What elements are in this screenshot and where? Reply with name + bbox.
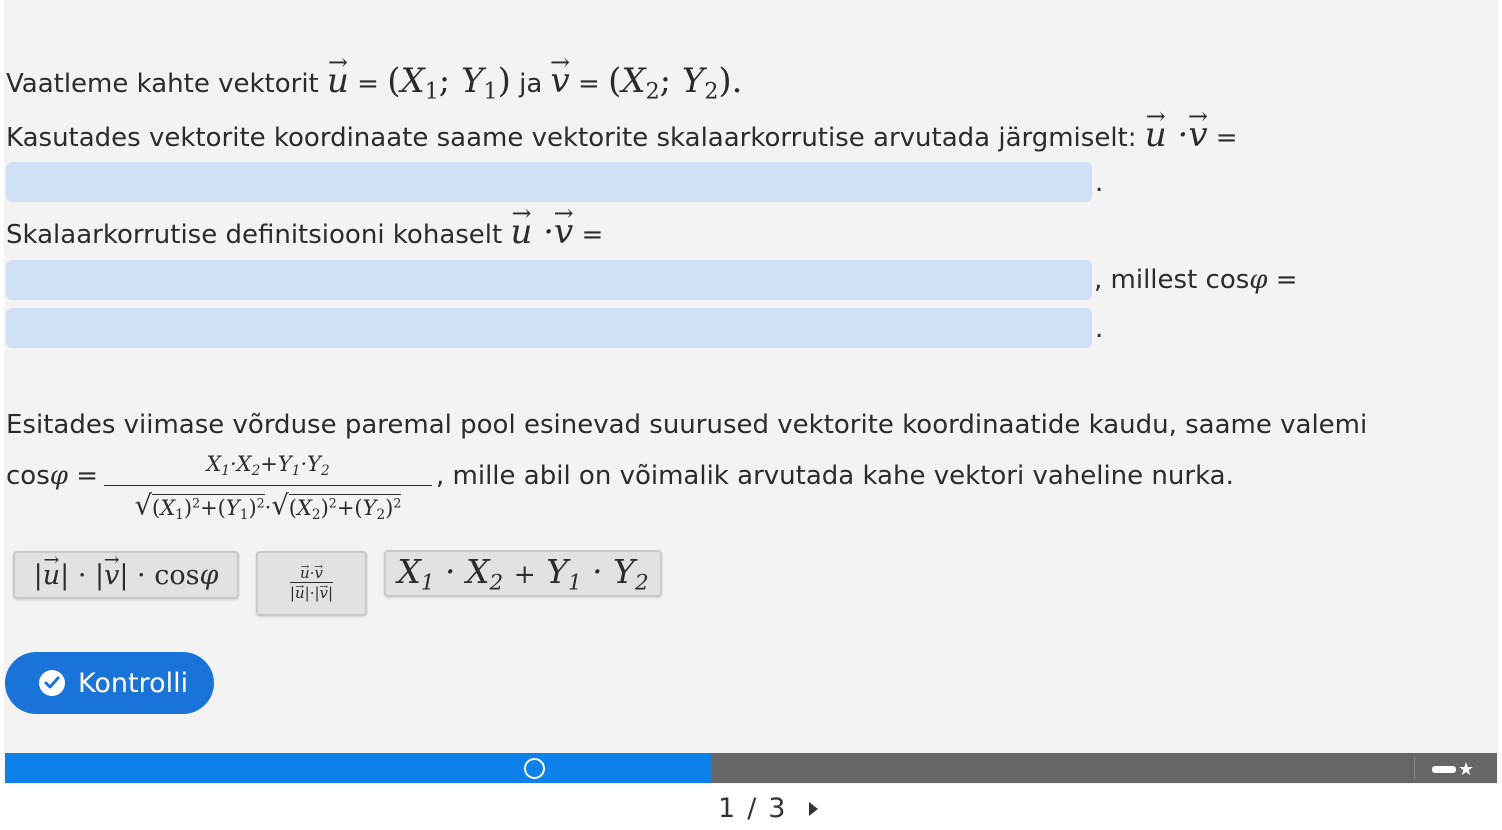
progress-fill — [5, 753, 711, 783]
formula-tail: , mille abil on võimalik arvutada kahe vektori vaheline nurka. — [436, 461, 1234, 491]
star-icon: ★ — [1432, 759, 1474, 780]
chip-coord-product[interactable]: $X_1 \cdot X_2 + Y_1 \cdot Y_2$ — [384, 550, 662, 597]
definition-line: Skalaarkorrutise definitsiooni kohaselt → u ·→ v = — [6, 215, 603, 249]
next-page-icon[interactable] — [809, 802, 818, 816]
chip-abs-product-cos[interactable]: |→ u| · |→ v| · cosφ — [13, 551, 239, 599]
check-button[interactable]: Kontrolli — [5, 652, 214, 714]
drop-zone-cos[interactable] — [6, 308, 1092, 348]
progress-bar — [5, 753, 1497, 783]
pager: 1 / 3 — [718, 793, 818, 824]
drop-zone-coordinate-product[interactable] — [6, 162, 1092, 202]
progress-marker-icon[interactable] — [524, 758, 545, 779]
intro-line: Vaatleme kahte vektorit → $u = (X_1$; $Y_1$) ja → $v = (X_2$; $Y_2$). — [6, 64, 742, 103]
coordinate-line: Kasutades vektorite koordinaate saame vektorite skalaarkorrutise arvutada järgmiselt: → u ·→ v = — [6, 118, 1238, 152]
drop-zone-definition[interactable] — [6, 260, 1092, 300]
explanation-text: Esitades viimase võrduse paremal pool esinevad suurused vektorite koordinaatide kaudu, saame valemi — [6, 410, 1368, 440]
millest-text: , millest cosφ = — [1094, 265, 1298, 295]
cos-formula: $\frac{X_1\cdot X_2+Y_1\cdot Y_2}{√(X_1)^2+(Y_1)^2\cdot√(X_2)^2+(Y_2)^2}$ — [104, 450, 432, 530]
check-circle-icon — [39, 670, 65, 696]
chip-fraction[interactable]: → $\frac{u\cdot\to v}{|\to u|\cdot|\to v|}$ — [256, 551, 367, 616]
cos-label: cosφ = — [6, 461, 99, 491]
